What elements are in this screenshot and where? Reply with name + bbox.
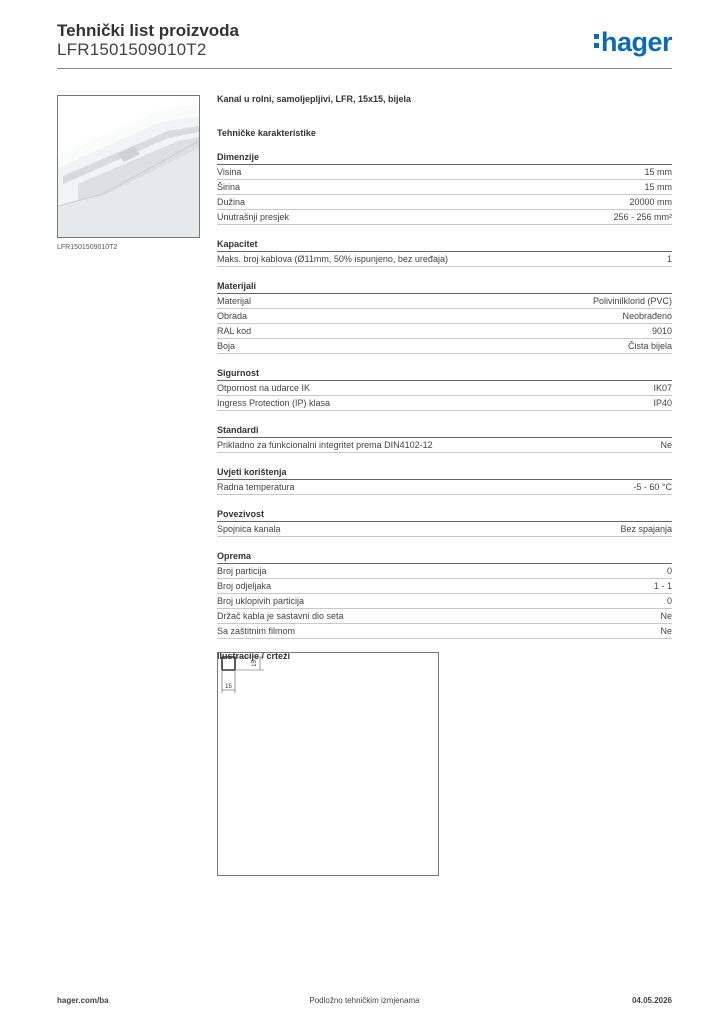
spec-value: Bez spajanja [620, 524, 672, 534]
height-dimension: 15 [252, 660, 258, 667]
photo-caption: LFR1501509010T2 [57, 244, 118, 251]
footer-website[interactable]: hager.com/ba [57, 996, 109, 1005]
spec-value: 15 mm [644, 167, 672, 177]
product-code: LFR1501509010T2 [57, 40, 207, 59]
spec-section [217, 237, 672, 267]
duct-profile [222, 657, 235, 670]
spec-label: Prikladno za funkcionalni integritet prema DIN4102-12 [217, 440, 433, 450]
section-title: Oprema [217, 549, 672, 564]
spec-label: Maks. broj kablova (Ø11mm, 50% ispunjeno, bez uređaja) [217, 254, 448, 264]
spec-row [217, 480, 672, 495]
spec-label: Spojnica kanala [217, 524, 281, 534]
section-title: Povezivost [217, 507, 672, 522]
spec-section [217, 465, 672, 495]
spec-label: Materijal [217, 296, 252, 306]
hager-logo [594, 27, 672, 58]
spec-value: 9010 [651, 326, 672, 336]
spec-section [217, 366, 672, 411]
spec-label: Boja [217, 341, 236, 351]
product-title: Kanal u rolni, samoljepljivi, LFR, 15x15, bijela [217, 94, 412, 104]
spec-value: Polivinilklorid (PVC) [592, 296, 672, 306]
spec-label: Sa zaštitnim filmom [217, 626, 296, 636]
spec-value: 20000 mm [629, 197, 672, 207]
spec-value: 1 [666, 254, 672, 264]
spec-row [217, 396, 672, 411]
spec-row [217, 294, 672, 309]
width-dimension: 15 [225, 684, 232, 690]
footer-note: Podložno tehničkim izmjenama [309, 996, 420, 1005]
section-title: Standardi [217, 423, 672, 438]
illustrations-title: Ilustracije / crteži [217, 651, 291, 661]
spec-value: Neobrađeno [622, 311, 672, 321]
spec-row [217, 579, 672, 594]
cross-section-drawing [218, 653, 438, 875]
spec-value: 256 - 256 mm² [613, 212, 672, 222]
spec-row [217, 594, 672, 609]
header-divider [57, 68, 672, 69]
spec-section [217, 507, 672, 537]
tech-characteristics-title: Tehničke karakteristike [217, 128, 316, 138]
spec-label: Visina [217, 167, 242, 177]
page-title: Tehnički list proizvoda [57, 21, 239, 40]
spec-row [217, 564, 672, 579]
spec-label: Unutrašnji presjek [217, 212, 290, 222]
spec-value: Čista bijela [627, 341, 672, 351]
technical-drawing [217, 652, 439, 876]
spec-value: 1 - 1 [653, 581, 672, 591]
spec-value: Ne [660, 611, 672, 621]
spec-section [217, 150, 672, 225]
spec-label: Broj particija [217, 566, 267, 576]
spec-row [217, 339, 672, 354]
spec-row [217, 309, 672, 324]
spec-row [217, 165, 672, 180]
spec-label: Širina [217, 182, 241, 192]
spec-label: Otpornost na udarce IK [217, 383, 311, 393]
spec-row [217, 324, 672, 339]
section-title: Materijali [217, 279, 672, 294]
spec-row [217, 180, 672, 195]
spec-label: Broj uklopivih particija [217, 596, 305, 606]
spec-label: Držač kabla je sastavni dio seta [217, 611, 344, 621]
section-title: Uvjeti korištenja [217, 465, 672, 480]
section-title: Sigurnost [217, 366, 672, 381]
spec-row [217, 210, 672, 225]
spec-label: Radna temperatura [217, 482, 295, 492]
spec-value: 0 [666, 566, 672, 576]
spec-section [217, 423, 672, 453]
spec-row [217, 624, 672, 639]
spec-row [217, 522, 672, 537]
spec-label: RAL kod [217, 326, 252, 336]
section-title: Kapacitet [217, 237, 672, 252]
logo-text: hager [600, 27, 672, 57]
spec-row [217, 609, 672, 624]
spec-row [217, 381, 672, 396]
spec-value: IK07 [653, 383, 672, 393]
footer-date: 04.05.2026 [631, 996, 672, 1005]
spec-section [217, 279, 672, 354]
cable-duct-image [58, 96, 199, 237]
spec-value: Ne [660, 626, 672, 636]
spec-row [217, 438, 672, 453]
spec-sections [217, 150, 672, 639]
spec-label: Obrada [217, 311, 248, 321]
spec-label: Ingress Protection (IP) klasa [217, 398, 331, 408]
spec-label: Dužina [217, 197, 246, 207]
section-title: Dimenzije [217, 150, 672, 165]
main-content [217, 94, 672, 661]
spec-value: 0 [666, 596, 672, 606]
spec-value: Ne [660, 440, 672, 450]
spec-row [217, 252, 672, 267]
spec-value: -5 - 60 °C [633, 482, 672, 492]
spec-section [217, 549, 672, 639]
spec-label: Broj odjeljaka [217, 581, 272, 591]
spec-row [217, 195, 672, 210]
logo-colon-icon [594, 32, 599, 50]
product-photo [57, 95, 200, 238]
spec-value: 15 mm [644, 182, 672, 192]
spec-value: IP40 [653, 398, 672, 408]
